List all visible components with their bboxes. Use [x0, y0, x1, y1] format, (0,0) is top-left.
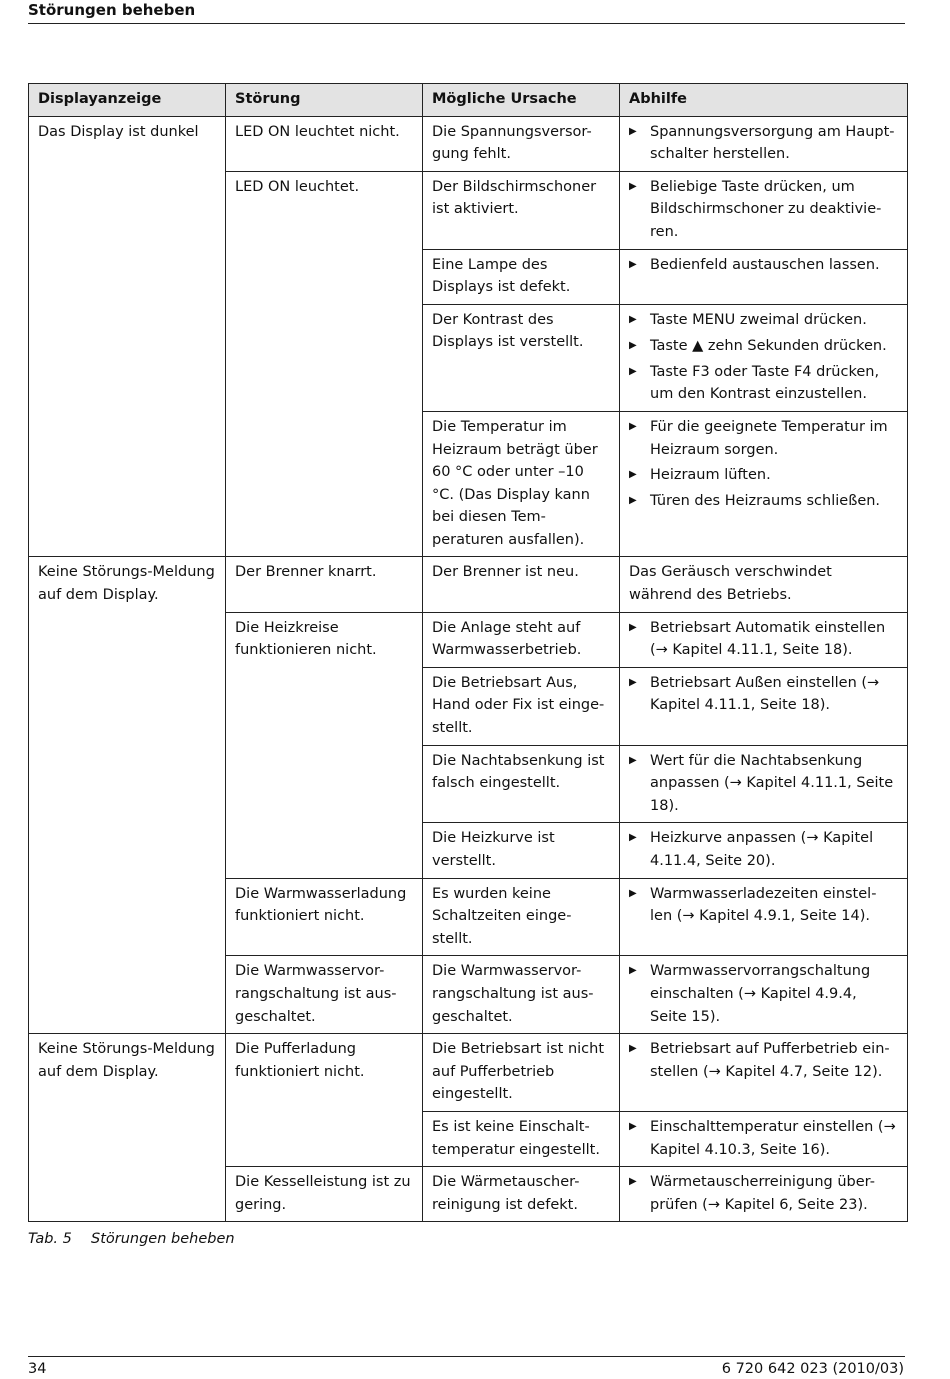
- cell-cause: Es ist keine Einschalt-temperatur eingestellt.: [423, 1111, 620, 1166]
- cell-cause: Der Kontrast des Displays ist verstellt.: [423, 304, 620, 411]
- triangle-right-icon: ▶: [629, 1120, 637, 1132]
- header-cell-cause: Mögliche Ursache: [423, 84, 620, 117]
- table-row: [29, 1034, 908, 1112]
- remedy-item: [629, 1116, 898, 1161]
- cell-cause: Es wurden keine Schaltzeiten einge-stellt.: [423, 878, 620, 956]
- remedy-item: [629, 335, 898, 358]
- cell-fault: Die Heizkreise funktionieren nicht.: [226, 612, 423, 878]
- cell-fault: Die Kesselleistung ist zu gering.: [226, 1167, 423, 1222]
- cell-fault: Die Warmwasserladung funktioniert nicht.: [226, 878, 423, 956]
- remedy-text: Betriebsart Außen einstellen (→ Kapitel 4.11.1, Seite 18).: [650, 674, 880, 714]
- cell-remedy: [620, 667, 908, 745]
- remedy-text: Taste ▲ zehn Sekunden drücken.: [650, 337, 887, 354]
- remedy-list: [629, 176, 898, 244]
- remedy-item: [629, 464, 898, 487]
- remedy-list: [629, 1171, 898, 1216]
- remedy-list: [629, 1038, 898, 1083]
- header-cell-remedy: Abhilfe: [620, 84, 908, 117]
- cell-remedy: [620, 171, 908, 249]
- triangle-right-icon: ▶: [629, 420, 637, 432]
- remedy-item: [629, 617, 898, 662]
- table-caption: [28, 1229, 235, 1249]
- header-cell-display: Displayanzeige: [29, 84, 226, 117]
- triangle-right-icon: ▶: [629, 313, 637, 325]
- remedy-item: [629, 1171, 898, 1216]
- cell-cause: Die Warmwasservor-rangschaltung ist aus-geschaltet.: [423, 956, 620, 1034]
- cell-cause: Die Betriebsart ist nicht auf Pufferbetrieb eingestellt.: [423, 1034, 620, 1112]
- cell-remedy: [620, 116, 908, 171]
- triangle-right-icon: ▶: [629, 754, 637, 766]
- remedy-text: Bedienfeld austauschen lassen.: [650, 256, 880, 273]
- remedy-text: Einschalttemperatur einstellen (→ Kapitel 4.10.3, Seite 16).: [650, 1118, 896, 1158]
- cell-remedy: [620, 557, 908, 612]
- header-cell-fault: Störung: [226, 84, 423, 117]
- footer-rule: [28, 1356, 905, 1357]
- remedy-item: [629, 827, 898, 872]
- cell-remedy: [620, 745, 908, 823]
- remedy-text: Warmwasserladezeiten einstel-len (→ Kapitel 4.9.1, Seite 14).: [650, 885, 877, 925]
- cell-remedy: [620, 956, 908, 1034]
- caption-text: Störungen beheben: [91, 1231, 235, 1247]
- cell-remedy: [620, 249, 908, 304]
- header-rule: [28, 23, 905, 24]
- remedy-item: [629, 750, 898, 818]
- cell-remedy: [620, 823, 908, 878]
- table-row: [29, 116, 908, 171]
- cell-cause: Der Brenner ist neu.: [423, 557, 620, 612]
- remedy-list: [629, 121, 898, 166]
- triangle-right-icon: ▶: [629, 676, 637, 688]
- remedy-text: Taste F3 oder Taste F4 drücken, um den Kontrast einzustellen.: [650, 363, 880, 403]
- remedy-text: Warmwasservorrangschaltung einschalten (→ Kapitel 4.9.4, Seite 15).: [650, 963, 871, 1025]
- cell-remedy: [620, 411, 908, 557]
- cell-remedy: [620, 612, 908, 667]
- table-header-row: [29, 84, 908, 117]
- cell-fault: Die Warmwasservor-rangschaltung ist aus-geschaltet.: [226, 956, 423, 1034]
- cell-remedy: [620, 1167, 908, 1222]
- cell-remedy: [620, 878, 908, 956]
- remedy-item: [629, 1038, 898, 1083]
- cell-fault: LED ON leuchtet nicht.: [226, 116, 423, 171]
- remedy-item: [629, 176, 898, 244]
- cell-fault: Der Brenner knarrt.: [226, 557, 423, 612]
- remedy-list: [629, 254, 898, 277]
- remedy-text: Heizraum lüften.: [650, 467, 771, 484]
- cell-cause: Die Heizkurve ist verstellt.: [423, 823, 620, 878]
- page-header-title: Störungen beheben: [28, 1, 196, 19]
- triangle-right-icon: ▶: [629, 1176, 637, 1188]
- remedy-item: [629, 490, 898, 513]
- triangle-right-icon: ▶: [629, 621, 637, 633]
- remedy-list: [629, 309, 898, 406]
- remedy-list: [629, 883, 898, 928]
- triangle-right-icon: ▶: [629, 469, 637, 481]
- remedy-text: Beliebige Taste drücken, um Bildschirmschoner zu deaktivie-ren.: [650, 178, 882, 240]
- cell-display: Keine Störungs-Meldung auf dem Display.: [29, 557, 226, 1034]
- remedy-item: [629, 361, 898, 406]
- remedy-text: Betriebsart Automatik einstellen (→ Kapitel 4.11.1, Seite 18).: [650, 619, 886, 659]
- cell-cause: Der Bildschirmschoner ist aktiviert.: [423, 171, 620, 249]
- remedy-text: Türen des Heizraums schließen.: [650, 493, 881, 510]
- remedy-text: Heizkurve anpassen (→ Kapitel 4.11.4, Seite 20).: [650, 830, 874, 869]
- remedy-item: [629, 672, 898, 717]
- cell-fault: LED ON leuchtet.: [226, 171, 423, 557]
- cell-cause: Die Wärmetauscher-reinigung ist defekt.: [423, 1167, 620, 1222]
- cell-remedy: [620, 1111, 908, 1166]
- remedy-list: [629, 416, 898, 513]
- triangle-right-icon: ▶: [629, 339, 637, 351]
- remedy-text: Spannungsversorgung am Haupt-schalter herstellen.: [650, 123, 895, 163]
- triangle-right-icon: ▶: [629, 832, 637, 844]
- cell-remedy: [620, 1034, 908, 1112]
- remedy-item: [629, 309, 898, 332]
- remedy-item: [629, 121, 898, 166]
- cell-cause: Die Spannungsversor-gung fehlt.: [423, 116, 620, 171]
- cell-display: Keine Störungs-Meldung auf dem Display.: [29, 1034, 226, 1222]
- triangle-right-icon: ▶: [629, 258, 637, 270]
- remedy-text: Taste MENU zweimal drücken.: [650, 311, 867, 328]
- cell-cause: Die Temperatur im Heizraum beträgt über 60 °C oder unter –10 °C. (Das Display kann bei diesen Tem-peraturen ausfallen).: [423, 411, 620, 557]
- remedy-list: [629, 960, 898, 1028]
- remedy-item: [629, 960, 898, 1028]
- remedy-text: Das Geräusch verschwindet während des Betriebs.: [629, 564, 832, 604]
- remedy-item: [629, 416, 898, 461]
- remedy-text: Wert für die Nachtabsenkung anpassen (→ Kapitel 4.11.1, Seite 18).: [650, 752, 894, 814]
- cell-cause: Die Betriebsart Aus, Hand oder Fix ist einge-stellt.: [423, 667, 620, 745]
- remedy-text: Wärmetauscherreinigung über-prüfen (→ Kapitel 6, Seite 23).: [650, 1174, 875, 1213]
- cell-cause: Eine Lampe des Displays ist defekt.: [423, 249, 620, 304]
- triangle-right-icon: ▶: [629, 495, 637, 507]
- remedy-item: [629, 883, 898, 928]
- troubleshooting-table: [28, 83, 908, 1222]
- remedy-list: [629, 1116, 898, 1161]
- document-number: 6 720 642 023 (2010/03): [721, 1361, 904, 1377]
- remedy-list: [629, 672, 898, 717]
- triangle-right-icon: ▶: [629, 1043, 637, 1055]
- triangle-right-icon: ▶: [629, 365, 637, 377]
- cell-cause: Die Nachtabsenkung ist falsch eingestellt.: [423, 745, 620, 823]
- cell-remedy: [620, 304, 908, 411]
- remedy-text: Für die geeignete Temperatur im Heizraum sorgen.: [650, 418, 888, 458]
- page-number: 34: [28, 1361, 47, 1377]
- remedy-item: [629, 254, 898, 277]
- remedy-list: [629, 827, 898, 872]
- triangle-right-icon: ▶: [629, 180, 637, 192]
- triangle-right-icon: ▶: [629, 887, 637, 899]
- cell-cause: Die Anlage steht auf Warmwasserbetrieb.: [423, 612, 620, 667]
- cell-fault: Die Pufferladung funktioniert nicht.: [226, 1034, 423, 1167]
- remedy-list: [629, 617, 898, 662]
- triangle-right-icon: ▶: [629, 125, 637, 137]
- caption-number: Tab. 5: [28, 1231, 72, 1247]
- remedy-text: Betriebsart auf Pufferbetrieb ein-stellen (→ Kapitel 4.7, Seite 12).: [650, 1041, 890, 1080]
- remedy-list: [629, 750, 898, 818]
- cell-display: Das Display ist dunkel: [29, 116, 226, 557]
- table-row: [29, 557, 908, 612]
- triangle-right-icon: ▶: [629, 965, 637, 977]
